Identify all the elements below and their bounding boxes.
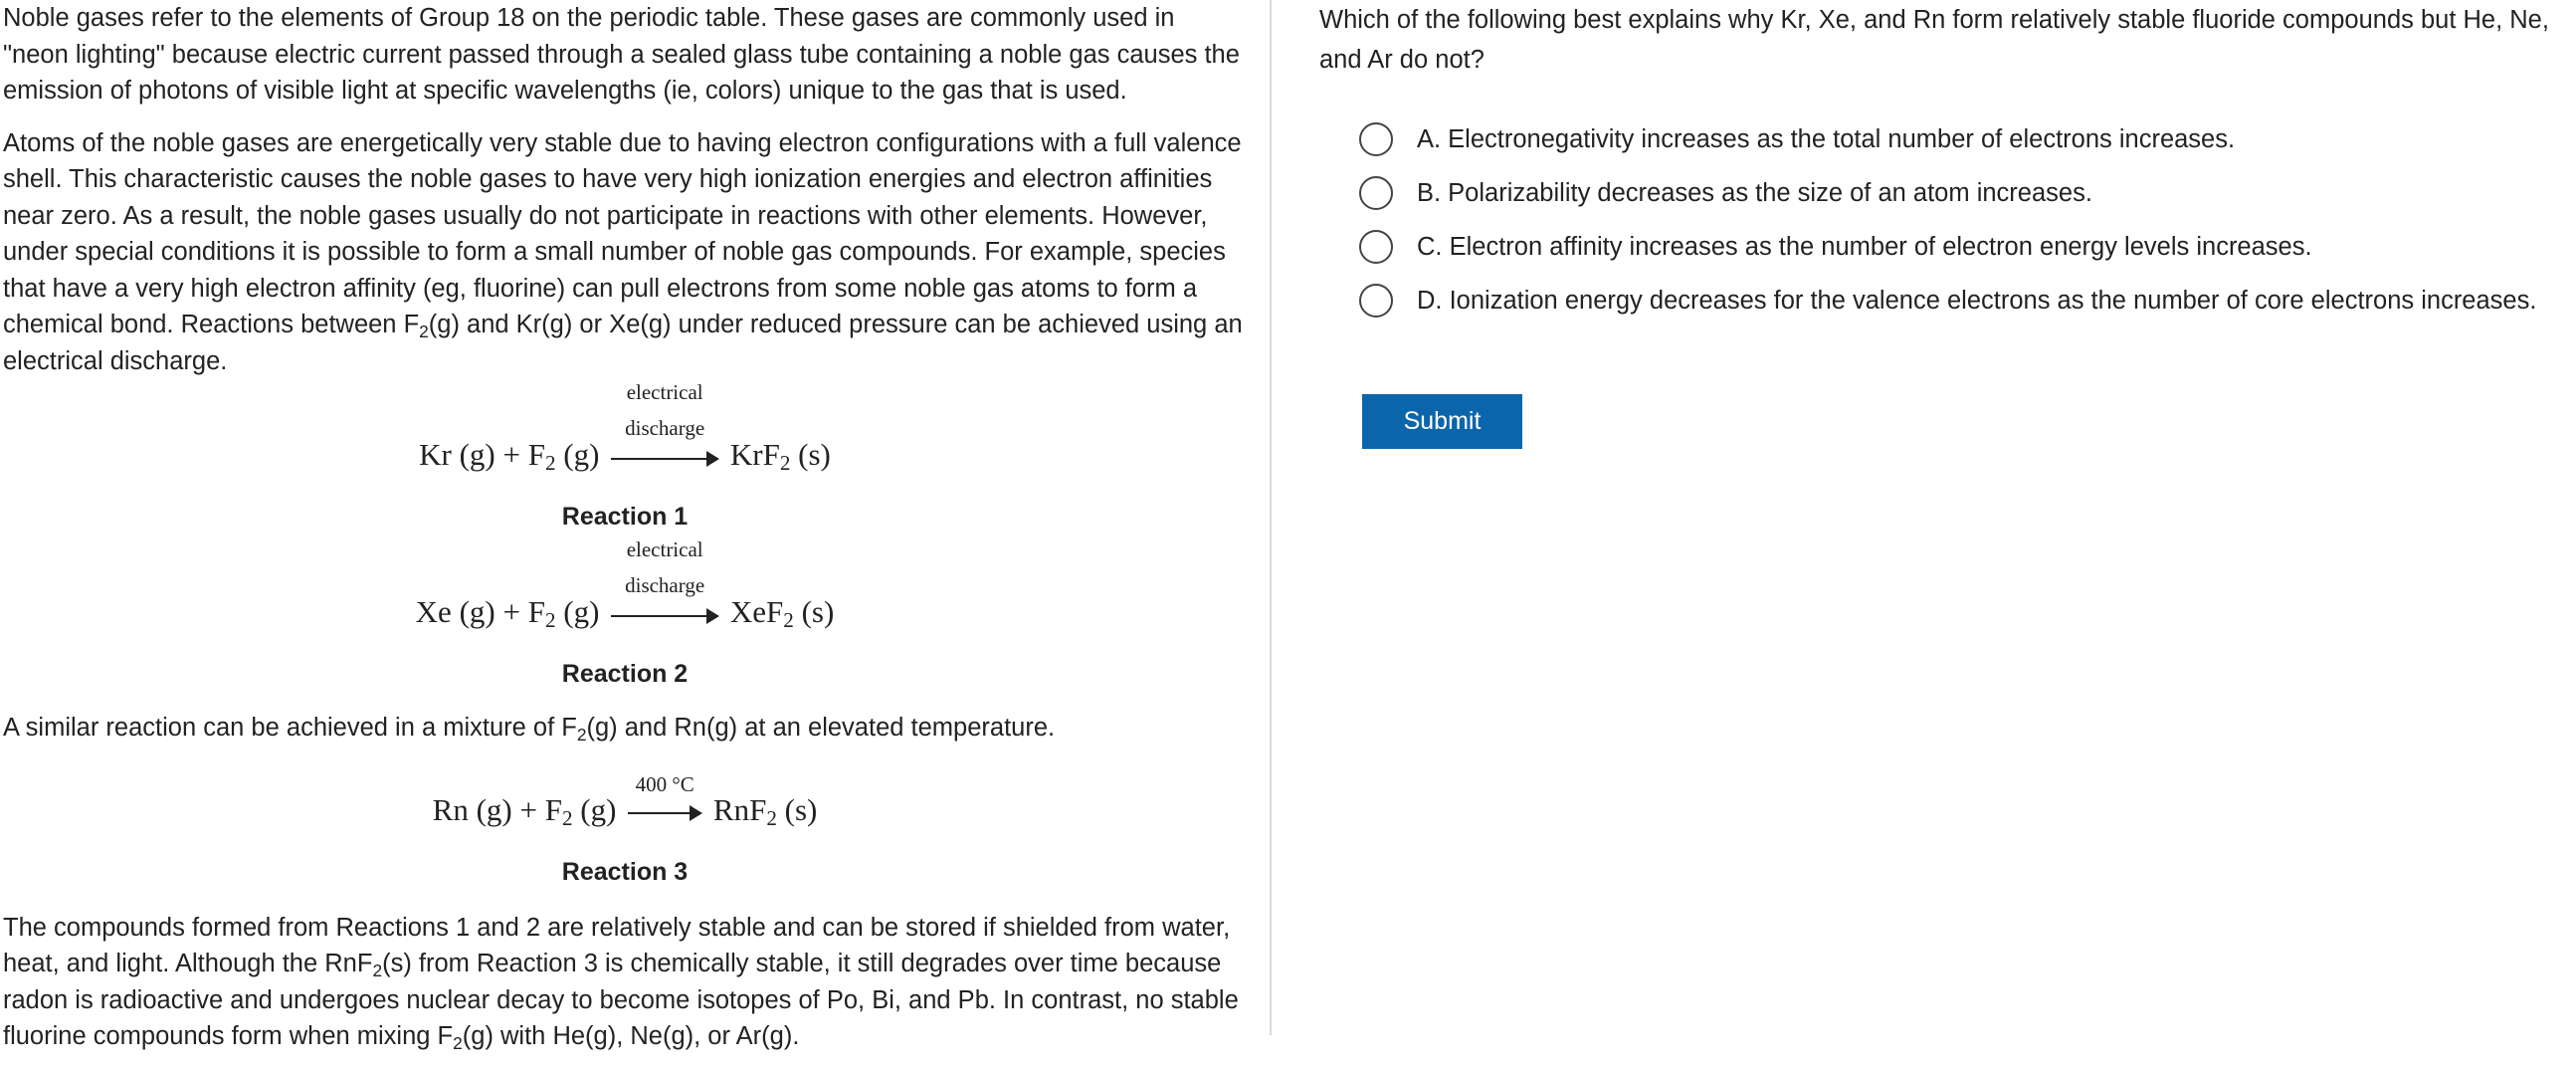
- reactants: Xe (g) + F: [415, 594, 545, 629]
- passage-text: (g) with He(g), Ne(g), or Ar(g).: [462, 1022, 800, 1050]
- subscript: 2: [544, 608, 556, 632]
- question-stem: Which of the following best explains why Kr, Xe, and Rn form relatively stable fluoride compounds but He, Ne, and Ar do not?: [1319, 6, 2549, 74]
- reactant-state: (g): [555, 437, 600, 472]
- choice-d[interactable]: [1359, 274, 2563, 327]
- passage-text: The compounds formed from Reactions 1 and 2 are relatively stable and can be stored if shielded from water, heat, and light. Although the RnF: [3, 913, 1231, 977]
- reaction-equation: [3, 536, 1247, 633]
- subscript: 2: [576, 725, 587, 745]
- subscript: 2: [372, 961, 383, 980]
- reaction-1: [3, 379, 1247, 531]
- arrow-head: [690, 805, 702, 821]
- subscript: 2: [544, 451, 556, 475]
- reaction-label: Reaction 3: [561, 857, 689, 886]
- radio-button-b[interactable]: [1359, 176, 1393, 210]
- choice-b-label: B. Polarizability decreases as the size of an atom increases.: [1417, 178, 2092, 207]
- subscript: 2: [453, 1033, 463, 1053]
- reactants: Rn (g) + F: [432, 791, 562, 827]
- reaction-arrow: [628, 772, 701, 830]
- reaction-condition: discharge: [625, 572, 705, 597]
- product: RnF: [712, 791, 767, 827]
- reaction-condition: electrical: [626, 379, 703, 404]
- choice-b[interactable]: [1359, 166, 2563, 220]
- product: KrF: [729, 437, 780, 472]
- passage-paragraph-1: Noble gases refer to the elements of Group 18 on the periodic table. These gases are commonly used in "neon lighting" because electric current passed through a sealed glass tube containing a noble gas causes the emission of photons of visible light at specific wavelengths (ie, colors) unique to the gas that is used.: [3, 4, 1240, 105]
- radio-button-c[interactable]: [1359, 230, 1393, 264]
- reaction-label: Reaction 2: [561, 660, 689, 688]
- product-state: (s): [793, 594, 835, 629]
- product: XeF: [729, 594, 784, 629]
- passage-paragraph-3: [3, 710, 1247, 747]
- passage-panel: [3, 0, 1247, 1071]
- subscript: 2: [783, 608, 794, 632]
- arrow-shaft: [611, 615, 710, 617]
- panel-divider[interactable]: [1270, 0, 1272, 1035]
- subscript: 2: [779, 451, 791, 475]
- reaction-condition: discharge: [625, 415, 705, 440]
- product-state: (s): [776, 791, 818, 827]
- radio-button-d[interactable]: [1359, 284, 1393, 318]
- subscript: 2: [561, 805, 573, 830]
- reaction-equation: [3, 379, 1247, 476]
- subscript: 2: [766, 805, 777, 830]
- passage-text: Atoms of the noble gases are energetically very stable due to having electron configurations with a full valence shell. This characteristic causes the noble gases to have very high ionization energies and electron affinities near zero. As a result, the noble gases usually do not participate in reactions with other elements. However, under special conditions it is possible to form a small number of noble gas compounds. For example, species that have a very high electron affinity (eg, fluorine) can pull electrons from some noble gas atoms to form a chemical bond. Reactions between F: [3, 128, 1242, 338]
- reaction-arrow: [611, 379, 718, 476]
- passage-text: (s) from Reaction 3 is chemically stable, it still degrades over time because radon is radioactive and undergoes nuclear decay to become isotopes of Po, Bi, and Pb. In contrast, no stable fluorine compounds form when mixing F: [3, 950, 1239, 1050]
- submit-button[interactable]: Submit: [1362, 394, 1522, 449]
- arrow-head: [706, 451, 719, 467]
- reactant-state: (g): [555, 594, 600, 629]
- reaction-condition: electrical: [626, 536, 703, 561]
- choice-c[interactable]: [1359, 220, 2563, 274]
- reactants: Kr (g) + F: [419, 437, 545, 472]
- passage-text: (g) and Rn(g) at an elevated temperature.: [586, 714, 1056, 742]
- choice-a-label: A. Electronegativity increases as the total number of electrons increases.: [1417, 124, 2236, 153]
- reaction-label: Reaction 1: [561, 503, 689, 531]
- passage-paragraph-2: [3, 125, 1247, 380]
- arrow-shaft: [611, 458, 710, 460]
- arrow-head: [706, 608, 719, 624]
- radio-button-a[interactable]: [1359, 122, 1393, 156]
- reaction-3: [3, 762, 1247, 890]
- reactant-state: (g): [572, 791, 617, 827]
- reaction-condition: 400 °C: [635, 772, 694, 797]
- passage-text: (g) and Kr(g) or Xe(g) under reduced pressure can be achieved using an electrical discharge.: [3, 311, 1243, 375]
- reaction-arrow: [611, 536, 718, 633]
- choice-d-label: D. Ionization energy decreases for the valence electrons as the number of core electrons increases.: [1417, 286, 2537, 315]
- answer-choices: [1359, 112, 2563, 327]
- reaction-equation: [3, 772, 1247, 831]
- choice-c-label: C. Electron affinity increases as the number of electron energy levels increases.: [1417, 232, 2312, 261]
- subscript: 2: [419, 321, 429, 341]
- passage-paragraph-4: [3, 910, 1247, 1055]
- arrow-shaft: [628, 812, 694, 814]
- product-state: (s): [790, 437, 831, 472]
- choice-a[interactable]: [1359, 112, 2563, 166]
- reaction-2: [3, 536, 1247, 688]
- passage-text: A similar reaction can be achieved in a mixture of F: [3, 714, 577, 742]
